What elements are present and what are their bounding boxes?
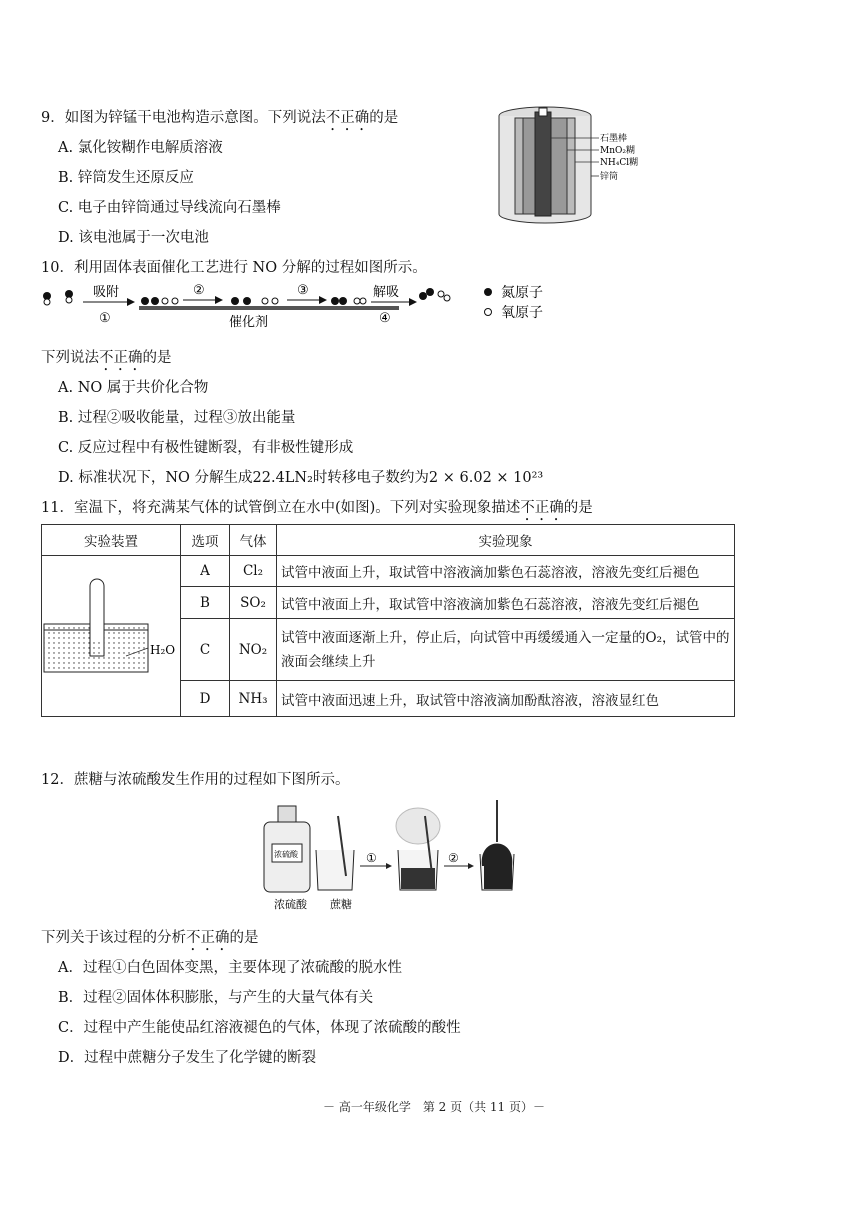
table-row <box>42 556 735 587</box>
q12-figure <box>260 796 520 916</box>
q11-table <box>41 524 735 717</box>
q10-option-c: C. 反应过程中有极性键断裂，有非极性键形成 <box>58 440 354 456</box>
q11-stem <box>41 496 593 524</box>
q10-option-b: B. 过程②吸收能量，过程③放出能量 <box>58 410 296 426</box>
q10-option-d: D. 标准状况下，NO 分解生成22.4LN₂时转移电子数约为2 × 6.02 × 10²³ <box>58 470 544 486</box>
label-graphite-rod: 石墨棒 <box>600 134 628 144</box>
row-b-phenomenon: 试管中液面上升，取试管中溶液滴加紫色石蕊溶液，溶液先变红后褪色 <box>277 587 735 618</box>
q12-substem-suffix: 的是 <box>229 930 259 946</box>
row-a-gas: Cl₂ <box>230 556 277 587</box>
bottle-label: 浓硫酸 <box>274 850 298 859</box>
row-c-phenomenon: 试管中液面逐渐上升，停止后，向试管中再缓缓通入一定量的O₂，试管中的液面会继续上升 <box>277 618 735 681</box>
row-d-phenomenon: 试管中液面迅速上升，取试管中溶液滴加酚酞溶液，溶液显红色 <box>277 681 735 717</box>
legend-nitrogen: 氮原子 <box>501 285 543 301</box>
page-footer: － 高一年级化学 第 2 页（共 11 页）－ <box>323 1100 545 1114</box>
label-sucrose: 蔗糖 <box>330 898 352 911</box>
step-2-label: ② <box>193 283 205 298</box>
row-c-gas: NO₂ <box>230 618 277 681</box>
step-1-label: ① <box>99 311 111 326</box>
row-d-option: D <box>181 681 230 717</box>
q12-option-c: C．过程中产生能使品红溶液褪色的气体，体现了浓硫酸的酸性 <box>58 1020 461 1036</box>
q9-option-b: B. 锌筒发生还原反应 <box>58 170 194 186</box>
q12-stem: 12．蔗糖与浓硫酸发生作用的过程如下图所示。 <box>41 772 350 788</box>
q9-stem-suffix: 的是 <box>369 110 399 126</box>
q12-substem <box>41 926 259 954</box>
row-a-option: A <box>181 556 230 587</box>
q9-stem <box>41 106 398 134</box>
label-mno2-paste: MnO₂糊 <box>600 146 635 156</box>
legend-oxygen: 氧原子 <box>501 305 543 321</box>
header-gas: 气体 <box>230 525 277 556</box>
q9-stem-emphasis: 不正确 <box>325 110 370 126</box>
row-d-gas: NH₃ <box>230 681 277 717</box>
q12-substem-emphasis: 不正确 <box>186 930 230 946</box>
q12-step-2: ② <box>448 851 459 865</box>
inverted-tube-figure <box>42 556 176 712</box>
q10-option-a: A. NO 属于共价化合物 <box>58 380 209 396</box>
header-option: 选项 <box>181 525 230 556</box>
apparatus-cell <box>42 556 181 717</box>
row-b-option: B <box>181 587 230 618</box>
q12-option-d: D．过程中蔗糖分子发生了化学键的断裂 <box>58 1050 317 1066</box>
step-3-label: ③ <box>297 283 309 298</box>
q11-stem-prefix: 11．室温下，将充满某气体的试管倒立在水中(如图)。下列对实验现象描述 <box>41 500 521 516</box>
row-c-option: C <box>181 618 230 681</box>
q11-stem-suffix: 的是 <box>563 500 593 516</box>
q9-option-c: C. 电子由锌筒通过导线流向石墨棒 <box>58 200 281 216</box>
step-adsorb-label: 吸附 <box>93 285 120 300</box>
q12-substem-prefix: 下列关于该过程的分析 <box>41 930 186 946</box>
q10-substem <box>41 346 172 374</box>
q12-step-1: ① <box>366 851 377 865</box>
row-a-phenomenon: 试管中液面上升，取试管中溶液滴加紫色石蕊溶液，溶液先变红后褪色 <box>277 556 735 587</box>
water-label: H₂O <box>150 643 176 657</box>
q9-option-d: D. 该电池属于一次电池 <box>58 230 209 246</box>
q9-stem-prefix: 9．如图为锌锰干电池构造示意图。下列说法 <box>41 110 326 126</box>
q10-substem-prefix: 下列说法 <box>41 350 99 366</box>
label-nh4cl-paste: NH₄Cl糊 <box>600 158 639 168</box>
header-apparatus: 实验装置 <box>42 525 181 556</box>
q10-substem-suffix: 的是 <box>142 350 172 366</box>
q9-battery-figure <box>495 104 655 228</box>
q10-process-figure <box>41 280 581 328</box>
q9-option-a: A. 氯化铵糊作电解质溶液 <box>58 140 223 156</box>
step-desorb-label: 解吸 <box>373 285 400 300</box>
q10-substem-emphasis: 不正确 <box>99 350 143 366</box>
label-conc-acid: 浓硫酸 <box>274 898 307 911</box>
header-phenomenon: 实验现象 <box>277 525 735 556</box>
label-zinc-can: 锌筒 <box>600 172 619 182</box>
step-4-label: ④ <box>379 311 391 326</box>
q12-option-a: A．过程①白色固体变黑，主要体现了浓硫酸的脱水性 <box>58 960 402 976</box>
q12-option-b: B．过程②固体体积膨胀，与产生的大量气体有关 <box>58 990 374 1006</box>
catalyst-label: 催化剂 <box>229 315 269 330</box>
row-b-gas: SO₂ <box>230 587 277 618</box>
q11-stem-emphasis: 不正确 <box>520 500 564 516</box>
q10-stem: 10．利用固体表面催化工艺进行 NO 分解的过程如图所示。 <box>41 260 427 276</box>
